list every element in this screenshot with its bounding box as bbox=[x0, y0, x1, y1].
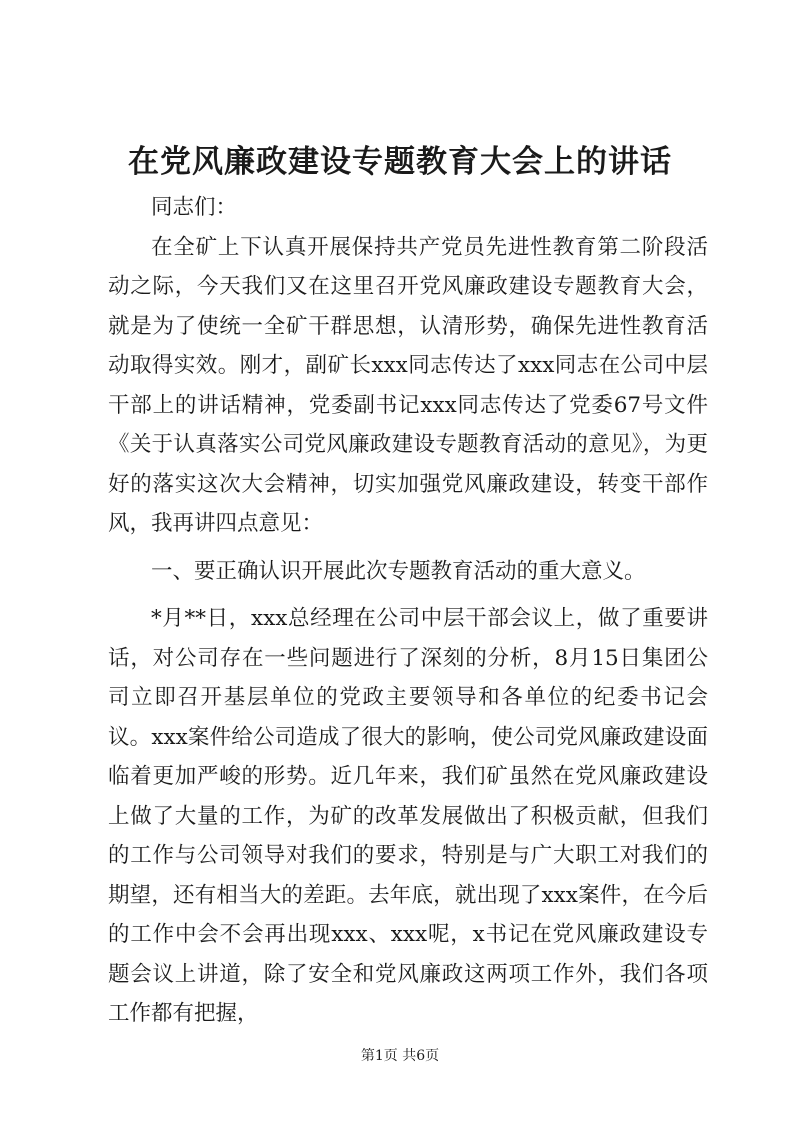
document-title: 在党风廉政建设专题教育大会上的讲话 bbox=[128, 144, 672, 180]
document-body bbox=[108, 188, 708, 1034]
salutation: 同志们： bbox=[151, 195, 238, 220]
page-footer: 第1页 共6页 bbox=[360, 1048, 440, 1064]
section-heading-1: 一、要正确认识开展此次专题教育活动的重大意义。 bbox=[151, 558, 646, 584]
paragraph-intro: 在全矿上下认真开展保持共产党员先进性教育第二阶段活动之际，今天我们又在这里召开党风廉政建设专题教育大会，就是为了使统一全矿干群思想，认清形势，确保先进性教育活动取得实效。刚才，副矿长xxx同志传达了xxx同志在公司中层干部上的讲话精神，党委副书记xxx同志传达了党委67号文件《关于认真落实公司党风廉政建设专题教育活动的意见》，为更好的落实这次大会精神，切实加强党风廉政建设，转变干部作风，我再讲四点意见： bbox=[108, 234, 708, 536]
paragraph-section-1: *月**日，xxx总经理在公司中层干部会议上，做了重要讲话，对公司存在一些问题进行了深刻的分析，8月15日集团公司立即召开基层单位的党政主要领导和各单位的纪委书记会议。xxx案件给公司造成了很大的影响，使公司党风廉政建设面临着更加严峻的形势。近几年来，我们矿虽然在党风廉政建设上做了大量的工作，为矿的改革发展做出了积极贡献，但我们的工作与公司领导对我们的要求，特别是与广大职工对我们的期望，还有相当大的差距。去年底，就出现了xxx案件，在今后的工作中会不会再出现xxx、xxx呢，x书记在党风廉政建设专题会议上讲道，除了安全和党风廉政这两项工作外，我们各项工作都有把握， bbox=[108, 606, 708, 1026]
